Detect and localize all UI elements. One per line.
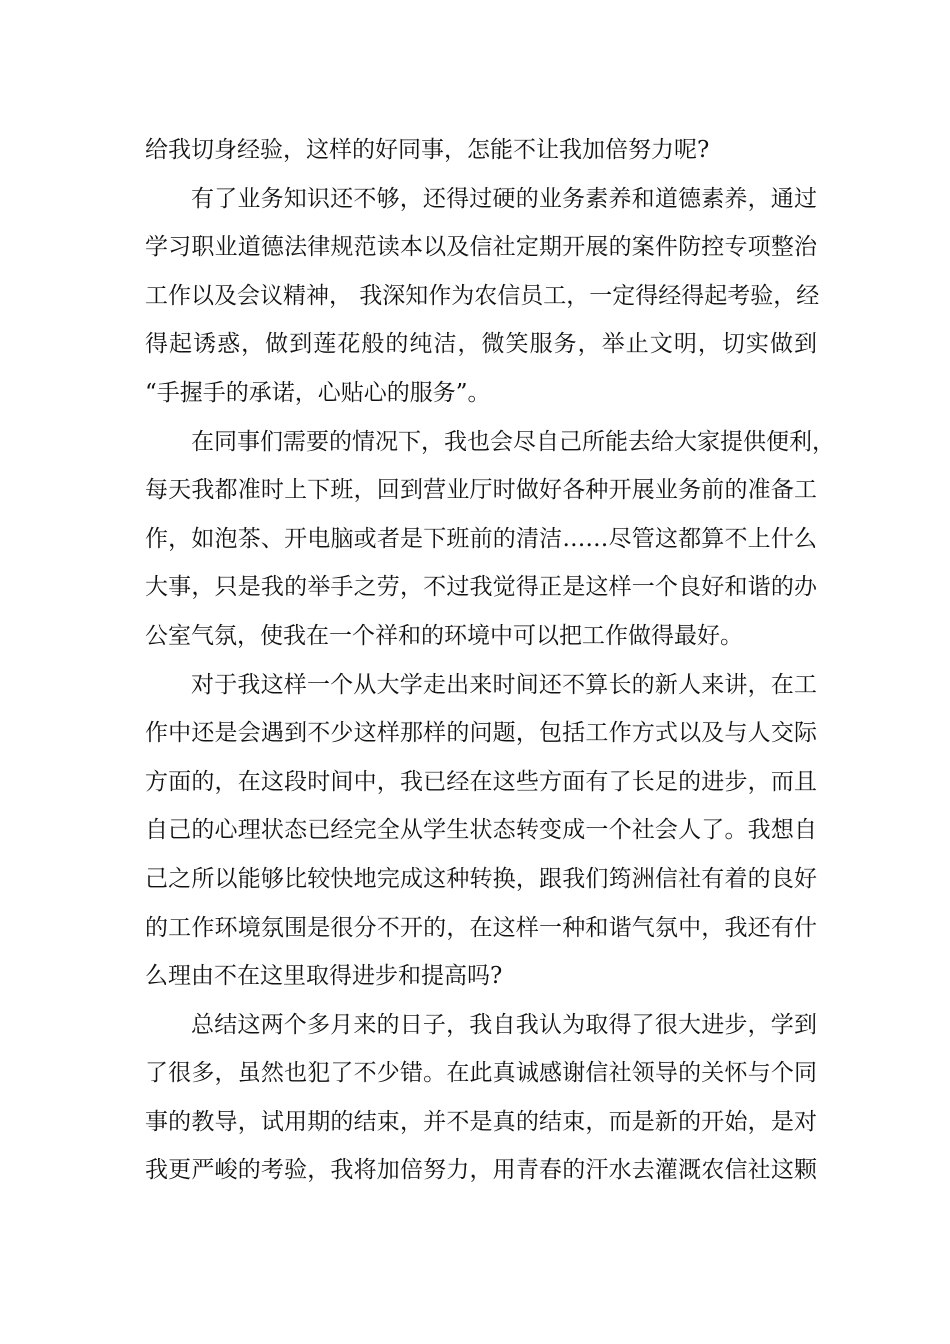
paragraph-5 — [145, 1005, 817, 1199]
text-line: 了很多，虽然也犯了不少错。在此真诚感谢信社领导的关怀与个同 — [145, 1060, 817, 1087]
text-line: 方面的，在这段时间中，我已经在这些方面有了长足的进步，而且 — [145, 768, 817, 795]
paragraph-1 — [145, 130, 817, 179]
text-line: 给我切身经验，这样的好同事，怎能不让我加倍努力呢? — [145, 137, 710, 163]
text-line: 作，如泡茶、开电脑或者是下班前的清洁……尽管这都算不上什么 — [145, 525, 817, 552]
text-line: 有了业务知识还不够，还得过硬的业务素养和道德素养，通过 — [191, 185, 817, 212]
text-line: 公室气氛，使我在一个祥和的环境中可以把工作做得最好。 — [145, 622, 743, 649]
text-line: 工作以及会议精神， 我深知作为农信员工，一定得经得起考验，经 — [145, 282, 820, 309]
document-body — [145, 130, 835, 1199]
text-line: 在同事们需要的情况下，我也会尽自己所能去给大家提供便利， — [191, 428, 835, 455]
paragraph-3 — [145, 422, 835, 665]
text-line: “手握手的承诺，心贴心的服务”。 — [145, 379, 491, 406]
text-line: 作中还是会遇到不少这样那样的问题，包括工作方式以及与人交际 — [145, 720, 817, 747]
text-line: 我更严峻的考验，我将加倍努力，用青春的汗水去灌溉农信社这颗 — [145, 1157, 817, 1184]
text-line: 的工作环境氛围是很分不开的，在这样一种和谐气氛中，我还有什 — [145, 914, 817, 941]
text-line: 自己的心理状态已经完全从学生状态转变成一个社会人了。我想自 — [145, 817, 817, 844]
text-line: 每天我都准时上下班，回到营业厅时做好各种开展业务前的准备工 — [145, 477, 817, 504]
text-line: 己之所以能够比较快地完成这种转换，跟我们筠洲信社有着的良好 — [145, 865, 817, 892]
paragraph-4 — [145, 665, 817, 1005]
text-line: 学习职业道德法律规范读本以及信社定期开展的案件防控专项整治 — [145, 234, 817, 261]
text-line: 么理由不在这里取得进步和提高吗? — [145, 963, 503, 990]
text-line: 对于我这样一个从大学走出来时间还不算长的新人来讲，在工 — [191, 671, 817, 698]
text-line: 总结这两个多月来的日子，我自我认为取得了很大进步，学到 — [191, 1011, 817, 1038]
text-line: 事的教导，试用期的结束，并不是真的结束，而是新的开始，是对 — [145, 1108, 817, 1135]
paragraph-2 — [145, 179, 820, 422]
text-line: 大事，只是我的举手之劳，不过我觉得正是这样一个良好和谐的办 — [145, 574, 817, 601]
text-line: 得起诱惑，做到莲花般的纯洁，微笑服务，举止文明，切实做到 — [145, 331, 817, 358]
